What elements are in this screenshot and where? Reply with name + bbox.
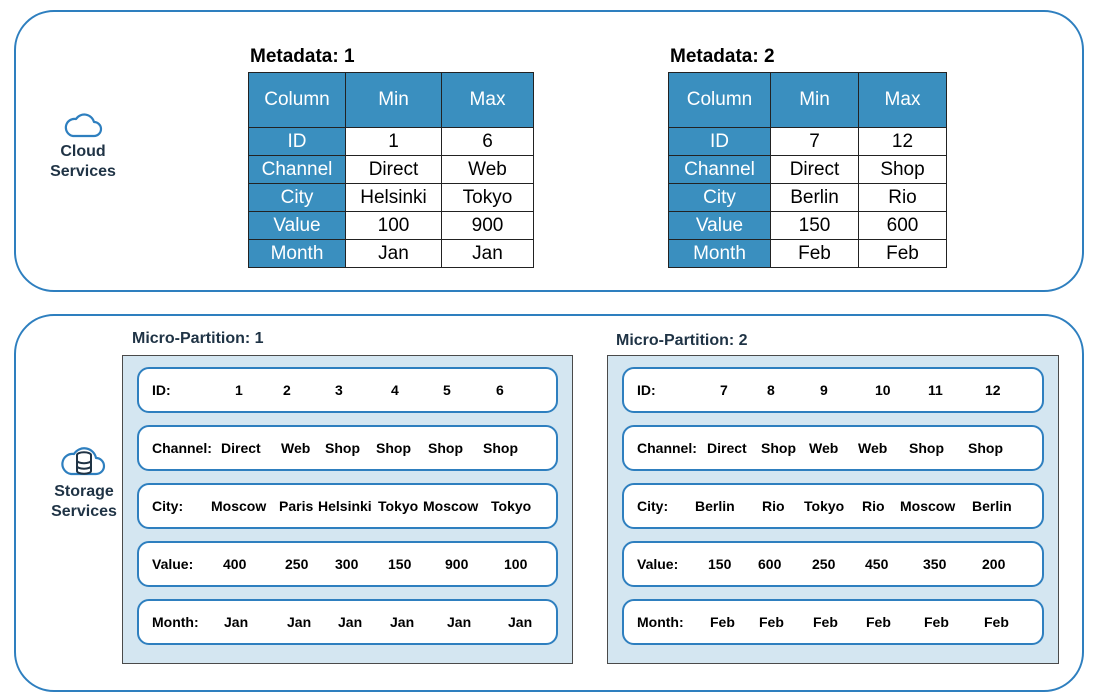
metadata-2-title: Metadata: 2: [670, 46, 775, 67]
min-header: Min: [771, 73, 859, 128]
column-name-cell: Channel: [249, 156, 346, 184]
table-row: [249, 212, 534, 240]
cloud-services-label-line1: Cloud: [60, 143, 106, 160]
micro-partition-2-title: Micro-Partition: 2: [616, 332, 748, 349]
max-cell: Jan: [442, 240, 534, 268]
row-value: Web: [809, 440, 839, 456]
row-label: Month:: [637, 614, 684, 630]
row-value: Shop: [909, 440, 944, 456]
min-cell: 150: [771, 212, 859, 240]
row-value: 1: [235, 382, 243, 398]
row-value: Shop: [483, 440, 518, 456]
row-value: 100: [504, 556, 528, 572]
row-value: Rio: [862, 498, 885, 514]
column-header: Column: [249, 73, 346, 128]
row-value: Jan: [447, 614, 472, 630]
table-header-row: [249, 73, 534, 128]
partition-row-value: [622, 541, 1044, 587]
row-value: Feb: [984, 614, 1009, 630]
partition-row-city: [622, 483, 1044, 529]
micro-partition-1-title: Micro-Partition: 1: [132, 330, 264, 347]
row-value: Helsinki: [318, 498, 372, 514]
min-cell: 100: [346, 212, 442, 240]
partition-row-id: [622, 367, 1044, 413]
min-cell: 7: [771, 128, 859, 156]
column-name-cell: City: [249, 184, 346, 212]
row-value: Berlin: [972, 498, 1012, 514]
metadata-1-table: [248, 72, 534, 268]
max-cell: Web: [442, 156, 534, 184]
row-label: Value:: [152, 556, 194, 572]
min-cell: Helsinki: [346, 184, 442, 212]
table-row: [669, 156, 947, 184]
column-name-cell: City: [669, 184, 771, 212]
row-value: Jan: [338, 614, 363, 630]
row-value: Shop: [325, 440, 360, 456]
column-name-cell: ID: [669, 128, 771, 156]
row-value: 8: [767, 382, 775, 398]
row-value: 6: [496, 382, 504, 398]
row-label: Channel:: [637, 440, 697, 456]
row-value: 10: [875, 382, 891, 398]
row-value: 250: [812, 556, 836, 572]
column-header: Column: [669, 73, 771, 128]
max-cell: 6: [442, 128, 534, 156]
row-value: 9: [820, 382, 828, 398]
row-value: 350: [923, 556, 947, 572]
table-header-row: [669, 73, 947, 128]
row-value: 400: [223, 556, 247, 572]
min-cell: Berlin: [771, 184, 859, 212]
cloud-services-label: [38, 110, 128, 182]
row-value: Jan: [287, 614, 312, 630]
row-label: City:: [152, 498, 184, 514]
column-name-cell: Month: [669, 240, 771, 268]
metadata-2-table: [668, 72, 947, 268]
max-cell: 900: [442, 212, 534, 240]
max-header: Max: [859, 73, 947, 128]
row-value: 150: [708, 556, 732, 572]
row-label: City:: [637, 498, 669, 514]
row-value: Tokyo: [804, 498, 845, 514]
min-header: Min: [346, 73, 442, 128]
row-label: ID:: [152, 382, 171, 398]
partition-row-channel: [622, 425, 1044, 471]
row-label: Value:: [637, 556, 679, 572]
table-row: [669, 240, 947, 268]
row-value: 450: [865, 556, 889, 572]
row-value: Paris: [279, 498, 314, 514]
column-name-cell: Channel: [669, 156, 771, 184]
row-value: Jan: [224, 614, 249, 630]
column-name-cell: ID: [249, 128, 346, 156]
row-value: Moscow: [900, 498, 956, 514]
row-value: Shop: [376, 440, 411, 456]
min-cell: Jan: [346, 240, 442, 268]
row-value: Tokyo: [491, 498, 532, 514]
row-value: Rio: [762, 498, 785, 514]
row-value: 600: [758, 556, 782, 572]
min-cell: Feb: [771, 240, 859, 268]
row-value: Feb: [924, 614, 949, 630]
partition-row-city: [137, 483, 558, 529]
row-value: 7: [720, 382, 728, 398]
partition-row-month: [622, 599, 1044, 645]
row-value: Direct: [221, 440, 261, 456]
storage-services-label-line2: Services: [51, 503, 117, 520]
max-cell: 600: [859, 212, 947, 240]
table-row: [669, 212, 947, 240]
column-name-cell: Month: [249, 240, 346, 268]
row-value: Shop: [968, 440, 1003, 456]
max-header: Max: [442, 73, 534, 128]
table-row: [249, 128, 534, 156]
partition-row-month: [137, 599, 558, 645]
storage-services-label: [36, 440, 132, 522]
column-name-cell: Value: [249, 212, 346, 240]
table-row: [249, 184, 534, 212]
cloud-services-label-line2: Services: [50, 163, 116, 180]
row-value: Berlin: [695, 498, 735, 514]
row-label: Channel:: [152, 440, 212, 456]
row-value: Web: [858, 440, 888, 456]
partition-row-channel: [137, 425, 558, 471]
row-value: Feb: [813, 614, 838, 630]
row-value: 300: [335, 556, 359, 572]
storage-services-label-line1: Storage: [54, 483, 114, 500]
row-value: 150: [388, 556, 412, 572]
row-value: Feb: [759, 614, 784, 630]
micro-partition-2: [607, 355, 1059, 664]
min-cell: 1: [346, 128, 442, 156]
row-value: 2: [283, 382, 291, 398]
min-cell: Direct: [346, 156, 442, 184]
cloud-database-icon: [61, 440, 107, 480]
max-cell: Shop: [859, 156, 947, 184]
min-cell: Direct: [771, 156, 859, 184]
partition-row-id: [137, 367, 558, 413]
row-value: 4: [391, 382, 399, 398]
max-cell: Tokyo: [442, 184, 534, 212]
partition-row-value: [137, 541, 558, 587]
row-label: ID:: [637, 382, 656, 398]
row-value: 5: [443, 382, 451, 398]
row-value: Direct: [707, 440, 747, 456]
row-value: 11: [928, 382, 943, 398]
row-label: Month:: [152, 614, 199, 630]
row-value: Moscow: [211, 498, 267, 514]
table-row: [669, 184, 947, 212]
table-row: [249, 240, 534, 268]
row-value: Feb: [866, 614, 891, 630]
row-value: Feb: [710, 614, 735, 630]
row-value: Shop: [761, 440, 796, 456]
row-value: 3: [335, 382, 343, 398]
row-value: 12: [985, 382, 1001, 398]
row-value: Jan: [390, 614, 415, 630]
micro-partition-1: [122, 355, 573, 664]
row-value: 250: [285, 556, 309, 572]
row-value: Tokyo: [378, 498, 419, 514]
row-value: Jan: [508, 614, 533, 630]
row-value: 900: [445, 556, 469, 572]
column-name-cell: Value: [669, 212, 771, 240]
max-cell: 12: [859, 128, 947, 156]
max-cell: Rio: [859, 184, 947, 212]
row-value: Web: [281, 440, 311, 456]
cloud-icon: [63, 110, 103, 140]
row-value: Shop: [428, 440, 463, 456]
table-row: [249, 156, 534, 184]
table-row: [669, 128, 947, 156]
max-cell: Feb: [859, 240, 947, 268]
row-value: Moscow: [423, 498, 479, 514]
metadata-1-title: Metadata: 1: [250, 46, 355, 67]
row-value: 200: [982, 556, 1006, 572]
